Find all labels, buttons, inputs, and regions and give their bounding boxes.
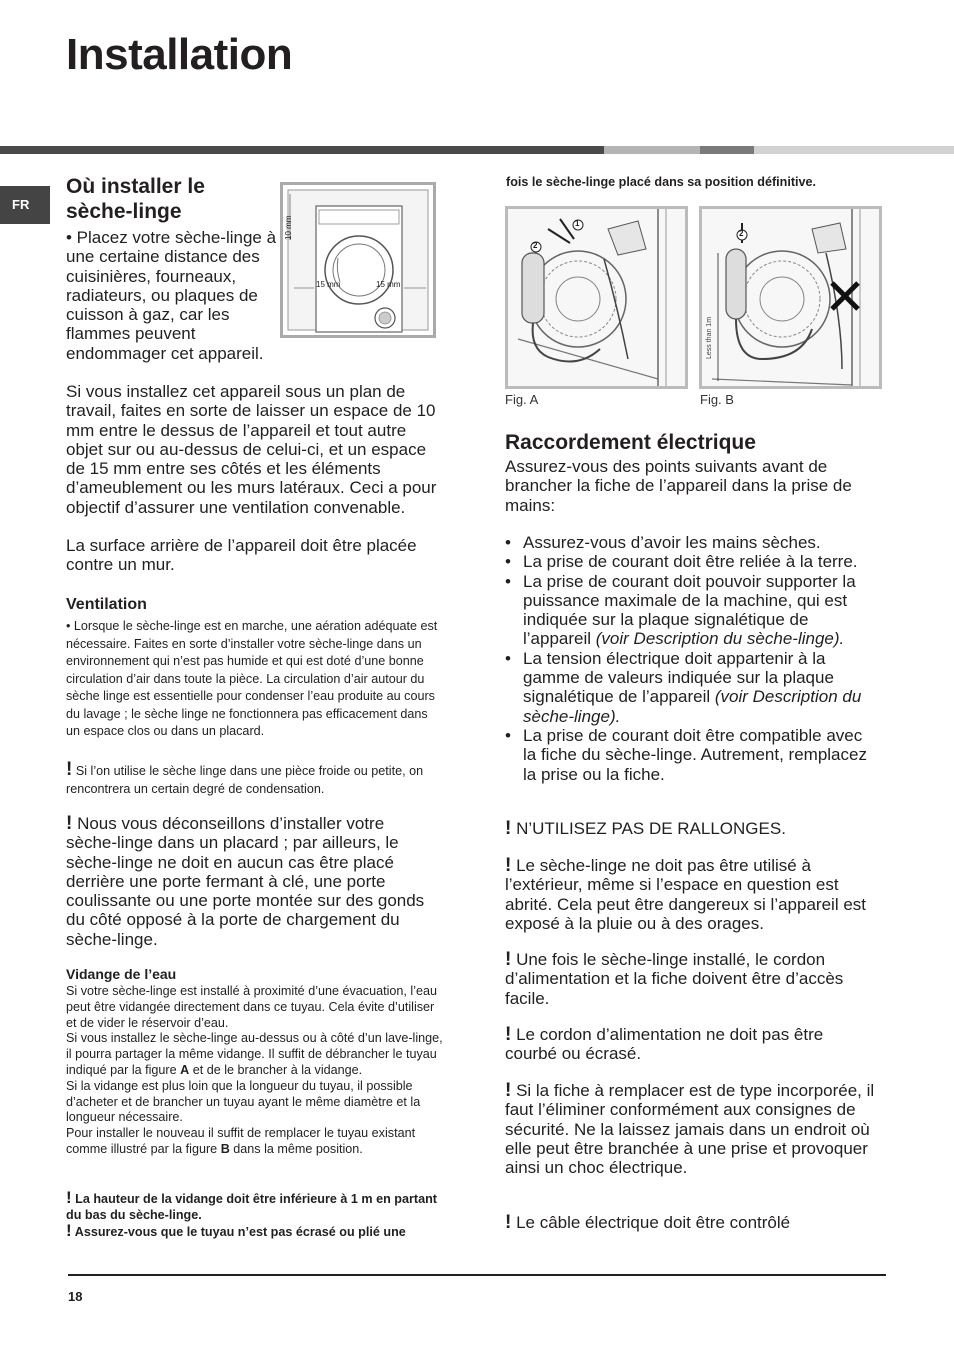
dimension-left-label: 15 mm bbox=[316, 280, 341, 289]
vidange-paragraph-1: Si votre sèche-linge est installé à proximité d’une évacuation, l’eau peut être vidangée directement dans ce tuyau. Cela évite d’utiliser et de vider le réservoir d’eau. bbox=[66, 984, 438, 1030]
warning-extension: ! N’UTILISEZ PAS DE RALLONGES. bbox=[505, 818, 786, 839]
placement-body bbox=[66, 382, 441, 517]
placement-bullet-wrap bbox=[66, 228, 282, 363]
list-item: • La prise de courant doit être reliée à la terre. bbox=[505, 552, 877, 571]
figure-b bbox=[699, 206, 882, 389]
header-bar-pale bbox=[754, 146, 954, 154]
ventilation-warning bbox=[66, 761, 444, 798]
page-number: 18 bbox=[68, 1289, 83, 1304]
continued-text: fois le sèche-linge placé dans sa position définitive. bbox=[506, 175, 817, 189]
header-bar-mid bbox=[700, 146, 754, 154]
figure-a-number-1: 1 bbox=[575, 219, 580, 228]
figure-a-illustration bbox=[508, 209, 685, 386]
warning-outdoor: ! Le sèche-linge ne doit pas être utilisé à l’extérieur, même si l’espace en question est abrité. Cela peut être dangereux si l’appareil est exposé à la pluie ou à des orages. bbox=[505, 855, 866, 933]
warning-mark: ! bbox=[505, 855, 512, 876]
electrical-intro: Assurez-vous des points suivants avant de brancher la fiche de l’appareil dans la prise de mains: bbox=[505, 457, 852, 515]
warning-plug: ! Si la fiche à remplacer est de type incorporée, il faut l’éliminer conformément aux consignes de sécurité. Ne la laissez jamais dans un endroit où elle peut être branchée à une prise et provoquer ainsi un choc électrique. bbox=[505, 1080, 875, 1178]
figure-ref-a: A bbox=[180, 1062, 190, 1077]
dryer-front-illustration bbox=[280, 182, 436, 338]
list-item: • Assurez-vous d’avoir les mains sèches. bbox=[505, 533, 877, 552]
warning-mark: ! bbox=[505, 1024, 512, 1045]
footer-rule bbox=[68, 1274, 886, 1276]
vidange-paragraph-3: Si la vidange est plus loin que la longueur du tuyau, il possible d’acheter et de brancher un tuyau ayant le même diamètre et la longueur nécessaire. bbox=[66, 1078, 421, 1125]
figure-a-caption: Fig. A bbox=[505, 392, 539, 407]
placard-warning bbox=[66, 814, 426, 949]
placement-bullet-text: • Placez votre sèche-linge à une certaine distance des cuisinières, fourneaux, radiateurs, ou plaques de cuisson à gaz, car les flammes peuvent endommager cet appareil. bbox=[66, 228, 277, 363]
list-item: • La tension électrique doit appartenir à la gamme de valeurs indiquée sur la plaque signalétique de l’appareil (voir Description du sèche-linge). bbox=[505, 649, 877, 726]
dimension-top-label: 10 mm bbox=[284, 215, 293, 240]
page-title: Installation bbox=[66, 30, 293, 79]
vidange-warning-2: ! Assurez-vous que le tuyau n’est pas écrasé ou plié une bbox=[66, 1221, 406, 1240]
warning-cord: ! Le cordon d’alimentation ne doit pas être courbé ou écrasé. bbox=[505, 1024, 824, 1064]
language-tab: FR bbox=[0, 186, 50, 224]
ventilation-title: Ventilation bbox=[66, 596, 147, 613]
vidange-title: Vidange de l’eau bbox=[66, 966, 177, 982]
ventilation-warning-text: Si l’on utilise le sèche linge dans une pièce froide ou petite, on rencontrera un certain degré de condensation. bbox=[66, 764, 424, 796]
header-bar-light bbox=[604, 146, 700, 154]
warning-cable: ! Le câble électrique doit être contrôlé bbox=[505, 1212, 791, 1233]
warning-mark: ! bbox=[66, 813, 73, 834]
figure-b-number-2: 2 bbox=[739, 229, 744, 238]
placard-warning-text: Nous vous déconseillons d’installer votre sèche-linge dans un placard ; par ailleurs, le sèche-linge ne doit en aucun cas être placé derrière une porte fermant à clé, une porte coulissante ou une porte montée sur des gonds du côté opposé à la porte de chargement du sèche-linge. bbox=[66, 814, 425, 949]
warning-mark: ! bbox=[505, 818, 512, 839]
section-title-electrical: Raccordement électrique bbox=[505, 431, 756, 454]
vidange-warnings bbox=[66, 1190, 444, 1240]
figure-a bbox=[505, 206, 688, 389]
figure-b-caption: Fig. B bbox=[700, 392, 734, 407]
warning-mark: ! bbox=[505, 1080, 512, 1101]
figure-b-illustration bbox=[702, 209, 879, 386]
placement-body-text: Si vous installez cet appareil sous un plan de travail, faites en sorte de laisser un espace de 10 mm entre le dessus de l’appareil et tout autre objet sur ou au-dessus de celui-ci, et un espace de 15 mm entre ses côtés et les éléments d’ameublement ou les murs latéraux. Ceci a pour objectif d’assurer une ventilation convenable. bbox=[66, 382, 437, 517]
figure-ref-b: B bbox=[220, 1141, 230, 1156]
figure-a-number-2: 2 bbox=[533, 241, 538, 250]
dimension-right-label: 15 mm bbox=[376, 280, 401, 289]
figure-b-height-label: Less than 1m bbox=[706, 316, 713, 359]
warning-access: ! Une fois le sèche-linge installé, le cordon d’alimentation et la fiche doivent être d’accès facile. bbox=[505, 949, 844, 1008]
dryer-clearance-diagram bbox=[280, 182, 436, 338]
section-title-placement: Où installer le sèche-linge bbox=[66, 175, 205, 223]
warning-mark: ! bbox=[505, 1212, 512, 1233]
header-bar-dark bbox=[0, 146, 604, 154]
list-item: • La prise de courant doit pouvoir supporter la puissance maximale de la machine, qui est indiquée sur la plaque signalétique de l’appareil (voir Description du sèche-linge). bbox=[505, 572, 877, 649]
vidange-paragraph-4: Pour installer le nouveau il suffit de remplacer le tuyau existant comme illustré par la figure B dans la même position. bbox=[66, 1126, 416, 1156]
warning-mark: ! bbox=[505, 949, 512, 970]
warning-mark: ! bbox=[66, 759, 73, 780]
vidange-body bbox=[66, 984, 444, 1158]
list-item: • La prise de courant doit être compatible avec la fiche du sèche-linge. Autrement, remplacez la prise ou la fiche. bbox=[505, 726, 877, 784]
vidange-paragraph-2: Si vous installez le sèche-linge au-dessus ou à côté d’un lave-linge, il pourra partager la même vidange. Il suffit de débrancher le tuyau indiqué par la figure A et de le brancher à la vidange. bbox=[66, 1031, 443, 1077]
ventilation-body: • Lorsque le sèche-linge est en marche, une aération adéquate est nécessaire. Faites en sorte d’installer votre sèche-linge dans un environnement qui n’est pas humide et qui est doté d’une bonne circulation d’air dans toute la pièce. La circulation d’air autour du sèche linge est essentielle pour condenser l’eau produite au cours du lavage ; le sèche linge ne fonctionnera pas efficacement dans un espace clos ou dans un placard. bbox=[66, 619, 438, 738]
placement-body-2: La surface arrière de l’appareil doit être placée contre un mur. bbox=[66, 536, 417, 575]
electrical-checklist bbox=[505, 533, 877, 784]
vidange-warning-1: ! La hauteur de la vidange doit être inférieure à 1 m en partant du bas du sèche-linge. bbox=[66, 1188, 437, 1222]
